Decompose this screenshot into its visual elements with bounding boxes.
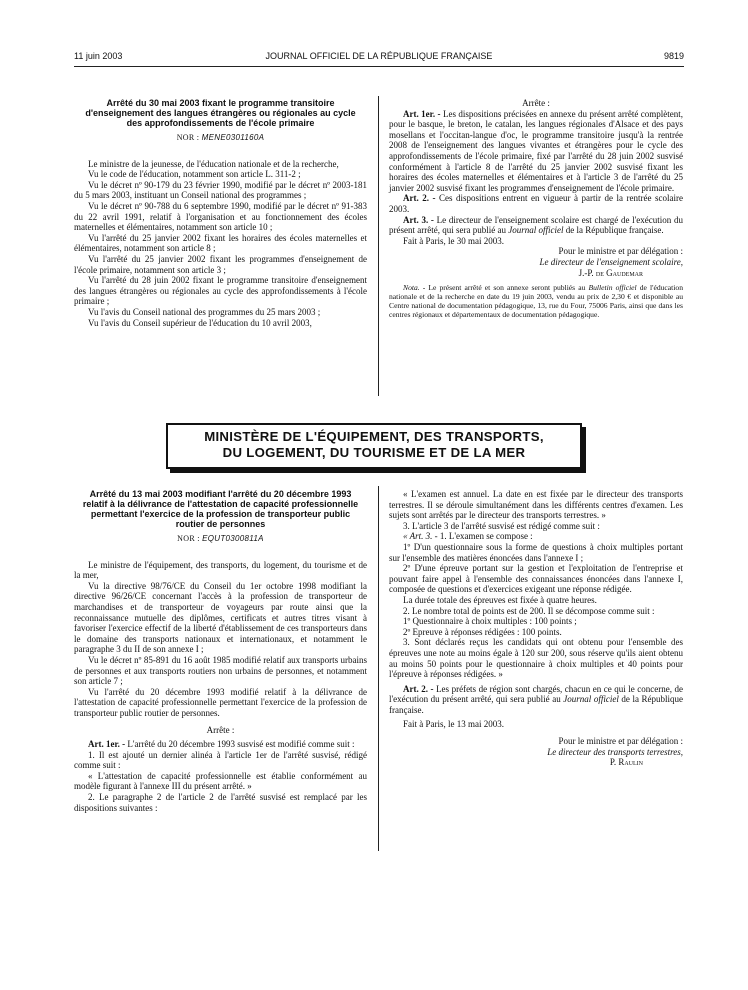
column-divider-bottom (378, 486, 379, 851)
paragraph-2: 2. Le paragraphe 2 de l'article 2 de l'arrêté susvisé est remplacé par les dispositions suivantes : (74, 792, 367, 813)
arrete-1-right-column (389, 98, 683, 319)
visa-paragraph: Vu la directive 98/76/CE du Conseil du 1er octobre 1998 modifiant la directive 96/26/CE concernant l'accès à la profession de transporteur de marchandises et de transporteur de voyageurs par route ainsi que la reconnaissance mutuelle des diplômes, certificats et autres titres visant à favoriser l'exercice effectif de la liberté d'établissement de ces transporteurs dans le domaine des transports nationaux et internationaux, et notamment le paragraphe 3 du II de son annexe I ; (74, 580, 367, 655)
signature-name: J.-P. de Gaudemar (578, 267, 643, 278)
arrete-1-left-column (74, 98, 367, 328)
article-2: Art. 2. - Ces dispositions entrent en vigueur à partir de la rentrée scolaire 2003. (389, 193, 684, 214)
points-total: 2. Le nombre total de points est de 200. Il se décompose comme suit : (403, 605, 655, 616)
visa-paragraph: Vu l'avis du Conseil national des programmes du 25 mars 2003 ; (88, 306, 321, 317)
nota-paragraph: Nota. - Le présent arrêté et son annexe seront publiés au Bulletin officiel de l'éducation nationale et de la recherche en date du 19 juin 2003, vendu au prix de 2,30 € et disponible au Centre national de documentation pédagogique, 13, rue du Four, 75006 Paris, ainsi que dans les centres régionaux et départementaux de documentation pédagogique. (389, 283, 683, 320)
exam-duration: La durée totale des épreuves est fixée à quatre heures. (403, 594, 597, 605)
arrete-2-arrete-word: Arrête : (206, 724, 235, 735)
arrete-1-date: Fait à Paris, le 30 mai 2003. (403, 235, 504, 246)
visa-paragraph: Le ministre de la jeunesse, de l'éducation nationale et de la recherche, (88, 158, 339, 169)
visa-paragraph: Vu le décret nº 90-788 du 6 septembre 1990, modifié par le décret nº 91-383 du 22 avril 1991, relatif à l'organisation et au fonctionnement des écoles maternelles et élémentaires, notamment son article 10 ; (74, 200, 367, 233)
ministry-heading-line-1: MINISTÈRE DE L'ÉQUIPEMENT, DES TRANSPORTS, (204, 429, 544, 444)
arrete-2-title: Arrêté du 13 mai 2003 modifiant l'arrêté du 20 décembre 1993 relatif à la délivrance de l'attestation de capacité professionnelle permettant l'exercice de la profession de transporteur public routier de personnes (82, 489, 359, 529)
visa-paragraph: Le ministre de l'équipement, des transports, du logement, du tourisme et de la mer, (74, 559, 367, 581)
article-2: Art. 2. - Les préfets de région sont chargés, chacun en ce qui le concerne, de l'exécution du présent arrêté, qui sera publié au Journal officiel de la République française. (389, 683, 684, 715)
arrete-2-nor: NOR : EQUT0300811A (177, 534, 264, 543)
article-1: Art. 1er. - Les dispositions précisées en annexe du présent arrêté complètent, pour le basque, le breton, le catalan, les langues régionales d'Alsace et des pays mosellans et l'occitan-langue d'oc, le programme transitoire jusqu'à la rentrée 2008 de l'enseignement des langues vivantes et étrangères pour le cycle des approfondissements de l'école primaire, fixé par l'arrêté du 28 juin 2002 susvisé conformément à l'article 8 de l'arrêté du 25 janvier 2002 susvisé fixant les horaires des écoles maternelles et élémentaires et à l'article 3 de l'arrêté du 25 janvier 2002 susvisé fixant les programmes d'enseignement de l'école primaire. (389, 108, 684, 193)
page-header (74, 51, 684, 65)
ministry-heading-line-2: DU LOGEMENT, DU TOURISME ET DE LA MER (222, 445, 526, 460)
article-3: Art. 3. - Le directeur de l'enseignement scolaire est chargé de l'exécution du présent arrêté, qui sera publié au Journal officiel de la République française. (389, 214, 683, 236)
signature-title: Le directeur de l'enseignement scolaire, (539, 256, 683, 267)
header-rule (74, 66, 684, 67)
column-divider-top (378, 96, 379, 396)
arrete-1-nor: NOR : MENE0301160A (176, 133, 265, 142)
signature-title: Le directeur des transports terrestres, (547, 746, 683, 757)
pass-conditions: 3. Sont déclarés reçus les candidats qui ont obtenu pour l'ensemble des épreuves une note au moins égale à 120 sur 200, sous réserve qu'ils aient obtenu au moins 50 points pour le questionnaire à choix multiples et 40 points pour l'épreuve à réponses rédigées. » (389, 637, 683, 680)
arrete-2-date: Fait à Paris, le 13 mai 2003. (403, 719, 504, 730)
visa-paragraph: Vu l'arrêté du 25 janvier 2002 fixant les horaires des écoles maternelles et élémentaires, notamment son article 8 ; (74, 232, 367, 254)
points-written: 2º Epreuve à réponses rédigées : 100 points. (403, 626, 562, 637)
visa-paragraph: Vu le décret nº 90-179 du 23 février 1990, modifié par le décret nº 2003-181 du 5 mars 2003, instituant un Conseil national des programmes ; (74, 179, 367, 201)
arrete-1-arrete-word: Arrête : (522, 98, 550, 108)
header-page-number: 9819 (663, 51, 684, 61)
visa-paragraph: Vu l'arrêté du 25 janvier 2002 fixant les programmes d'enseignement de l'école primaire, notamment son article 3 ; (74, 253, 367, 275)
arrete-2-left-column (74, 489, 367, 813)
quoted-paragraph: « L'attestation de capacité professionnelle est établie conformément au modèle figurant à l'annexe III du présent arrêté. » (74, 770, 367, 792)
visa-paragraph: Vu le code de l'éducation, notamment son article L. 311-2 ; (88, 169, 301, 180)
signature-name: P. Raulin (609, 757, 643, 768)
exam-item-1: 1º D'un questionnaire sous la forme de questions à choix multiples portant sur l'ensemble des matières énoncées dans l'annexe I ; (389, 541, 683, 563)
arrete-1-title: Arrêté du 30 mai 2003 fixant le programme transitoire d'enseignement des langues étrangères ou régionales au cycle des approfondissements de l'école primaire (85, 98, 356, 128)
visa-paragraph: Vu le décret nº 85-891 du 16 août 1985 modifié relatif aux transports urbains de personnes et aux transports routiers non urbains de personnes, et notamment son article 7 ; (74, 654, 367, 687)
visa-paragraph: Vu l'avis du Conseil supérieur de l'éducation du 10 avril 2003, (88, 317, 312, 328)
signature-line: Pour le ministre et par délégation : (558, 246, 683, 257)
header-journal-title: JOURNAL OFFICIEL DE LA RÉPUBLIQUE FRANÇAISE (265, 51, 493, 61)
article-3-quoted: « Art. 3. - 1. L'examen se compose : (403, 531, 533, 542)
paragraph-3: 3. L'article 3 de l'arrêté susvisé est rédigé comme suit : (403, 520, 600, 531)
article-1: Art. 1er. - L'arrêté du 20 décembre 1993 susvisé est modifié comme suit : (88, 739, 355, 750)
header-date: 11 juin 2003 (74, 51, 123, 61)
visa-paragraph: Vu l'arrêté du 20 décembre 1993 modifié relatif à la délivrance de l'attestation de capacité professionnelle permettant l'exercice de la profession de transporteur public routier de personnes. (74, 686, 367, 718)
exam-item-2: 2º D'une épreuve portant sur la gestion et l'exploitation de l'entreprise et pouvant faire appel à l'ensemble des connaissances énoncées dans l'annexe I, composée de questions et d'exercices exigeant une réponse rédigée. (389, 563, 683, 595)
points-qcm: 1º Questionnaire à choix multiples : 100 points ; (403, 616, 577, 627)
arrete-2-right-column (389, 489, 683, 768)
paragraph-1: 1. Il est ajouté un dernier alinéa à l'article 1er de l'arrêté susvisé, rédigé comme suit : (74, 749, 367, 771)
signature-line: Pour le ministre et par délégation : (558, 736, 683, 747)
visa-paragraph: Vu l'arrêté du 28 juin 2002 fixant le programme transitoire d'enseignement des langues étrangères ou régionales au cycle des approfondissements à l'école primaire ; (74, 275, 367, 307)
quoted-paragraph: « L'examen est annuel. La date en est fixée par le directeur des transports terrestres. Il se déroule simultanément dans les différents centres d'examen. Les sujets sont arrêtés par le directeur des transports terrestres. » (389, 489, 683, 521)
ministry-heading-box (166, 423, 582, 469)
